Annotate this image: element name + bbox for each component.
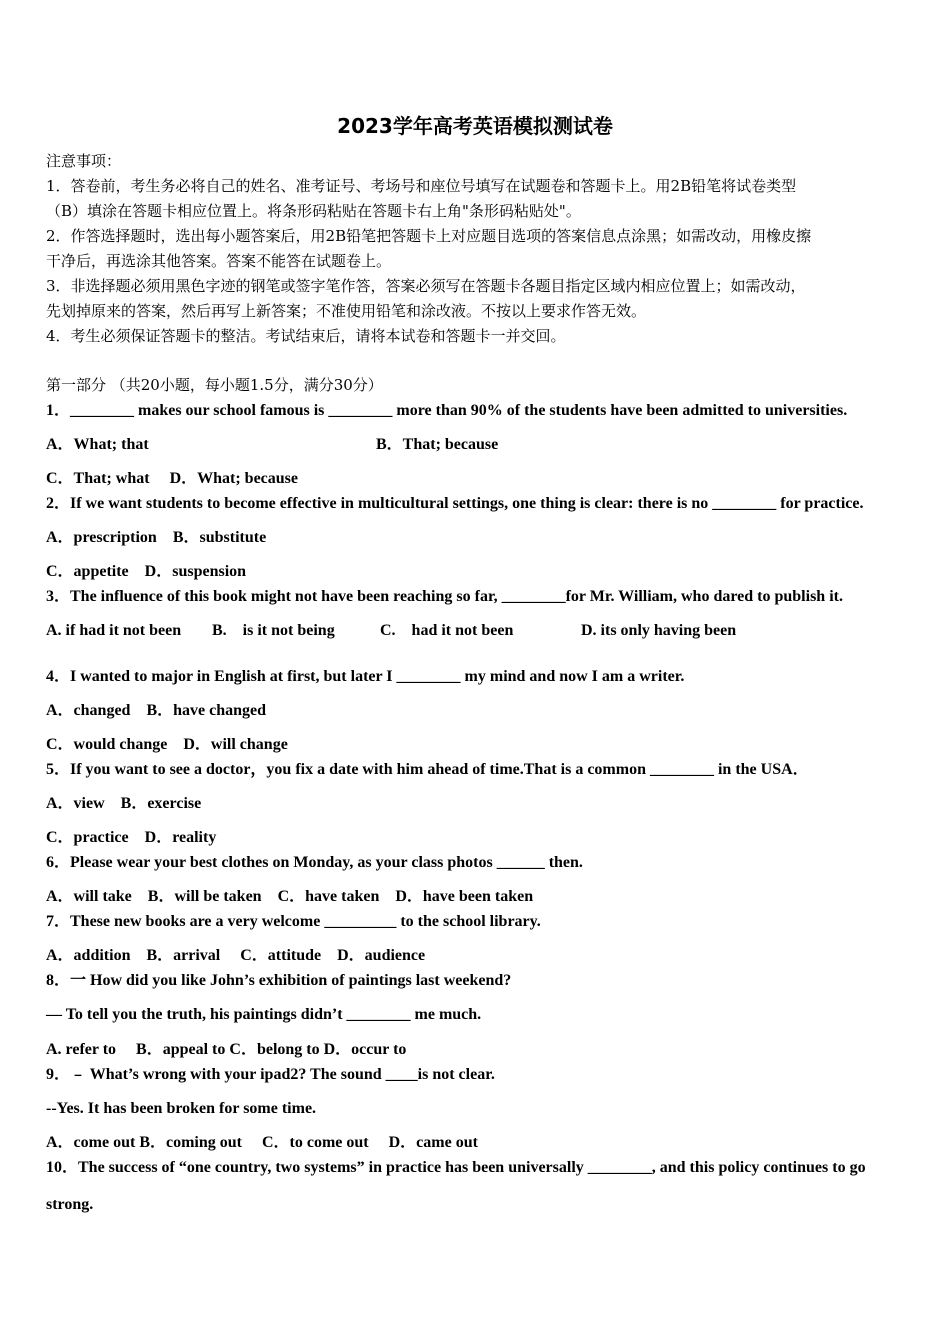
question-3-option-a: A. if had it not been: [46, 622, 182, 639]
question-5-options-cd: C．practice D．reality: [46, 829, 217, 846]
notice-line-1: 1．答卷前，考生务必将自己的姓名、准考证号、考场号和座位号填写在试题卷和答题卡上。用2B铅笔将试卷类型: [46, 177, 797, 195]
question-9-options: A．come out B．coming out C．to come out D．came out: [46, 1134, 478, 1151]
question-10-continuation: strong.: [46, 1196, 94, 1213]
notice-line-6: 先划掉原来的答案，然后再写上新答案；不准使用铅笔和涂改液。不按以上要求作答无效。: [46, 302, 647, 320]
page-title: 2023学年高考英语模拟测试卷: [337, 114, 613, 138]
question-1-option-b: B．That; because: [376, 436, 499, 453]
question-1-options-cd: C．That; what D．What; because: [46, 470, 299, 487]
question-4-stem: 4．I wanted to major in English at first, but later I ________ my mind and now I am a writer.: [46, 668, 685, 685]
question-6-stem: 6．Please wear your best clothes on Monday, as your class photos ______ then.: [46, 854, 583, 871]
question-4-options-ab: A．changed B．have changed: [46, 702, 267, 719]
question-8-reply: — To tell you the truth, his paintings didn’t ________ me much.: [46, 1006, 482, 1023]
notice-line-7: 4．考生必须保证答题卡的整洁。考试结束后，请将本试卷和答题卡一并交回。: [46, 327, 566, 345]
question-3-stem: 3．The influence of this book might not have been reaching so far, ________for Mr. William, who dared to publish it.: [46, 588, 843, 605]
question-7-stem: 7．These new books are a very welcome _________ to the school library.: [46, 913, 541, 930]
notice-line-3: 2．作答选择题时，选出每小题答案后，用2B铅笔把答题卡上对应题目选项的答案信息点涂黑；如需改动，用橡皮擦: [46, 227, 812, 245]
question-3-option-b: B. is it not being: [212, 622, 335, 639]
question-5-stem: 5．If you want to see a doctor，you fix a date with him ahead of time.That is a common ________ in the USA．: [46, 761, 809, 778]
question-8-options: A. refer to B．appeal to C．belong to D．occur to: [46, 1041, 407, 1058]
question-2-stem: 2．If we want students to become effective in multicultural settings, one thing is clear: there is no ________ for practice.: [46, 495, 864, 512]
question-5-options-ab: A．view B．exercise: [46, 795, 202, 812]
question-1-option-a: A．What; that: [46, 436, 149, 453]
question-10-stem: 10．The success of “one country, two systems” in practice has been universally ________, and this policy continues to go: [46, 1159, 866, 1176]
question-3-option-c: C. had it not been: [380, 622, 514, 639]
question-9-reply: --Yes. It has been broken for some time.: [46, 1100, 317, 1117]
question-1-stem: 1．________ makes our school famous is ________ more than 90% of the students have been admitted to universities.: [46, 402, 848, 419]
notice-heading: 注意事项：: [46, 152, 122, 170]
question-7-options: A．addition B．arrival C．attitude D．audience: [46, 947, 426, 964]
notice-line-5: 3．非选择题必须用黑色字迹的钢笔或签字笔作答，答案必须写在答题卡各题目指定区域内相应位置上；如需改动，: [46, 277, 806, 295]
question-9-stem: 9．﹣ What’s wrong with your ipad2? The sound ____is not clear.: [46, 1066, 495, 1083]
question-2-options-cd: C．appetite D．suspension: [46, 563, 247, 580]
question-3-option-d: D. its only having been: [581, 622, 737, 639]
question-6-options: A．will take B．will be taken C．have taken D．have been taken: [46, 888, 534, 905]
question-4-options-cd: C．would change D．will change: [46, 736, 288, 753]
question-8-stem: 8．一 How did you like John’s exhibition of paintings last weekend?: [46, 972, 512, 989]
notice-line-2: （B）填涂在答题卡相应位置上。将条形码粘贴在答题卡右上角"条形码粘贴处"。: [46, 202, 581, 220]
notice-line-4: 干净后，再选涂其他答案。答案不能答在试题卷上。: [46, 252, 392, 270]
section-heading: 第一部分 （共20小题，每小题1.5分，满分30分）: [46, 376, 383, 394]
question-2-options-ab: A．prescription B．substitute: [46, 529, 267, 546]
